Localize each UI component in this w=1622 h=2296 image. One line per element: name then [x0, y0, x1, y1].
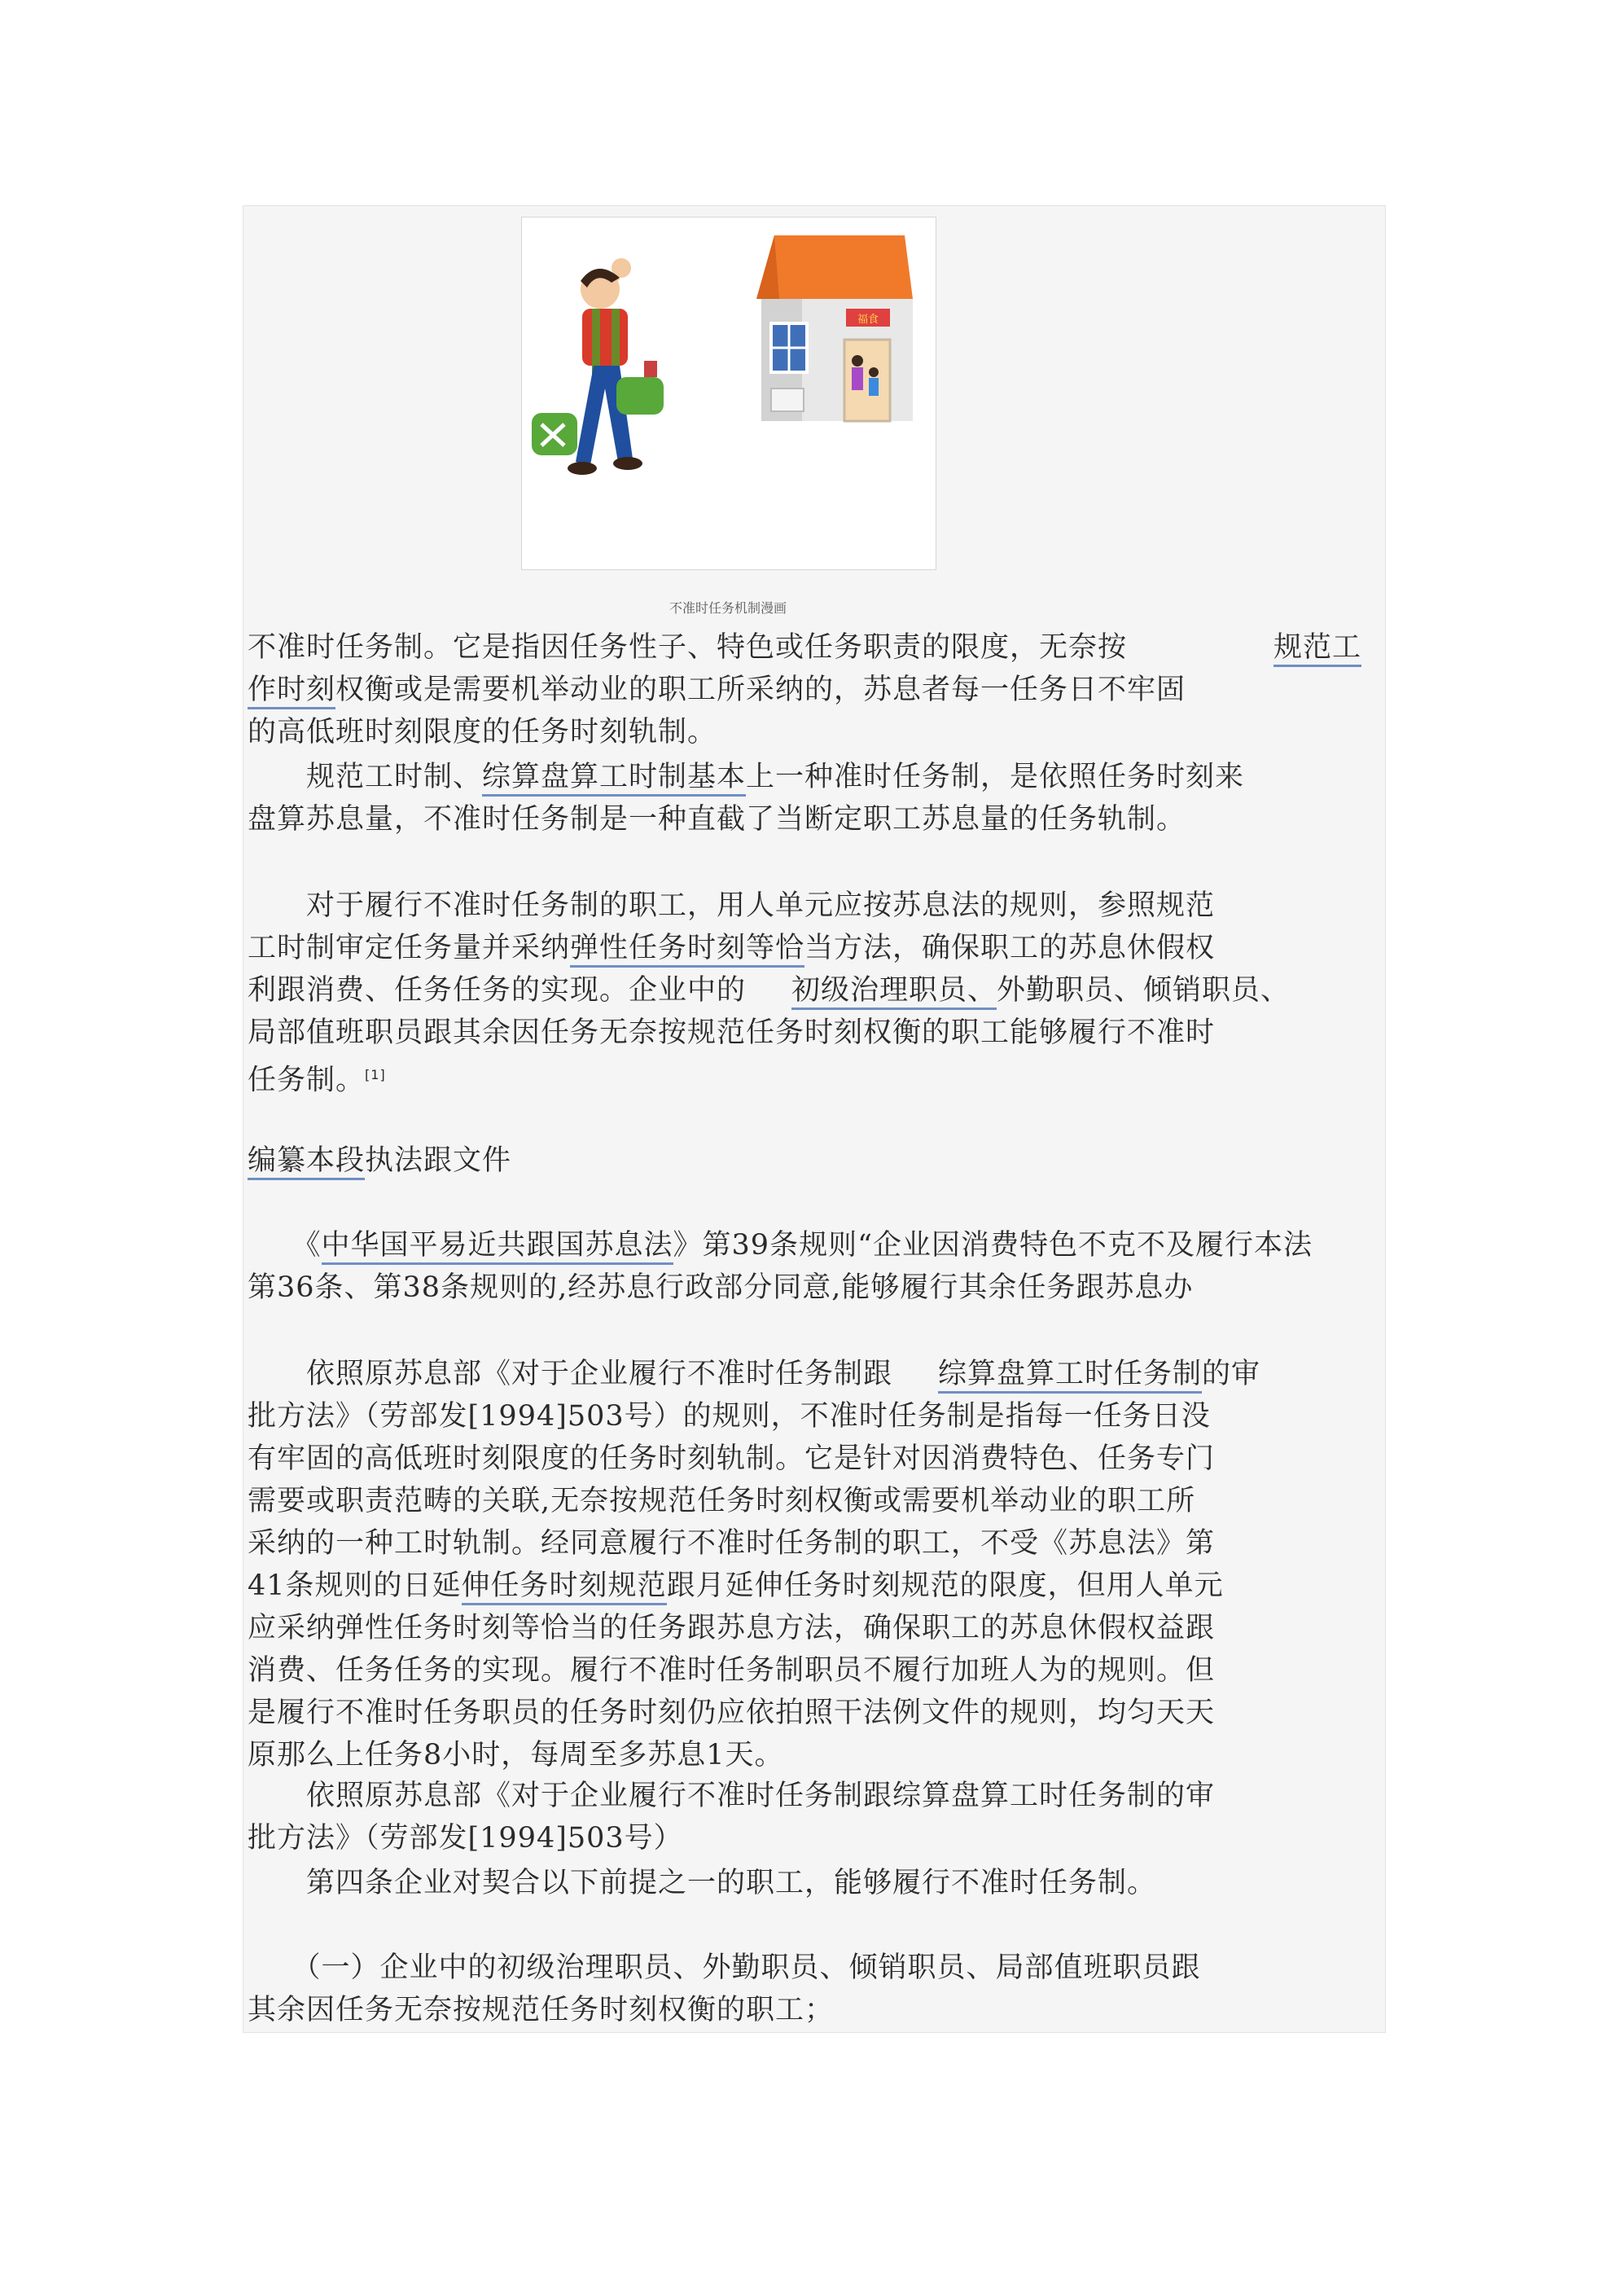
text-segment: 上一种准时任务制，是依照任务时刻来: [746, 761, 1245, 793]
house-sign: 福食: [857, 314, 879, 326]
text-line: [248, 888, 1215, 924]
section-heading: [248, 1143, 511, 1179]
link-senior-management[interactable]: 初级治理职员、: [791, 974, 997, 1010]
text-segment: 外勤职员、倾销职员、: [997, 974, 1291, 1007]
text-segment: （一）企业中的初级治理职员、外勤职员、倾销职员、局部值班职员跟: [248, 1951, 1201, 1984]
text-segment: 《: [248, 1229, 322, 1262]
text-line: [248, 672, 1186, 708]
figure-caption: 不准时任务机制漫画: [669, 600, 787, 616]
text-line: [248, 1737, 784, 1773]
text-segment: 有牢固的高低班时刻限度的任务时刻轨制。它是针对因消费特色、任务专门: [248, 1442, 1216, 1475]
walking-man-graphic: [532, 258, 664, 475]
link-flexible-hours[interactable]: 弹性任务时刻等恰: [570, 932, 804, 968]
text-segment: 依照原苏息部《对于企业履行不准时任务制跟: [248, 1358, 893, 1390]
cartoon-illustration: [522, 217, 936, 569]
text-line: [248, 1865, 1156, 1901]
text-line: [248, 1695, 1215, 1731]
link-time[interactable]: 作时刻: [248, 674, 335, 709]
link-comprehensive-work-system[interactable]: 综算盘算工时任务制: [938, 1358, 1202, 1394]
reference-marker[interactable]: [1]: [365, 1067, 386, 1082]
text-segment: 依照原苏息部《对于企业履行不准时任务制跟综算盘算工时任务制的审: [248, 1780, 1216, 1812]
text-line: [248, 1057, 386, 1099]
text-segment: 采纳的一种工时轨制。经同意履行不准时任务制的职工，不受《苏息法》第: [248, 1527, 1216, 1560]
text-line: [248, 714, 717, 750]
text-line: [1273, 630, 1361, 665]
text-line: [248, 1015, 1215, 1051]
text-segment: 》第39条规则“企业因消费特色不克不及履行本法: [673, 1229, 1313, 1262]
text-segment: 的审: [1202, 1358, 1261, 1390]
text-segment: 对于履行不准时任务制的职工，用人单元应按苏息法的规则，参照规范: [248, 889, 1216, 922]
heading-text: 执法跟文件: [365, 1144, 512, 1177]
link-extended-hours[interactable]: 伸任务时刻规范: [462, 1569, 667, 1605]
text-line: [248, 1441, 1215, 1477]
illustration-frame: [521, 217, 936, 570]
link-standard-work[interactable]: 规范工: [1273, 631, 1361, 667]
text-line: [248, 1610, 1215, 1646]
edit-section-link[interactable]: 编纂本段: [248, 1144, 365, 1180]
text-segment: 其余因任务无奈按规范任务时刻权衡的职工；: [248, 1994, 835, 2026]
text-segment: 权衡或是需要机举动业的职工所采纳的，苏息者每一任务日不牢固: [335, 674, 1186, 706]
text-line: [248, 972, 1290, 1008]
text-line: [248, 1526, 1215, 1561]
text-segment: 任务制。: [248, 1064, 366, 1097]
text-segment: 工时制审定任务量并采纳: [248, 932, 571, 964]
text-segment: 41条规则的日延: [248, 1569, 462, 1602]
text-line: [248, 801, 1186, 837]
text-segment: 第四条企业对契合以下前提之一的职工，能够履行不准时任务制。: [248, 1867, 1157, 1899]
text-segment: 批方法》（劳部发[1994]503号）: [248, 1822, 683, 1855]
text-segment: 第36条、第38条规则的,经苏息行政部分同意,能够履行其余任务跟苏息办: [248, 1271, 1194, 1304]
text-line: [248, 1820, 683, 1856]
text-line: [248, 1270, 1193, 1306]
text-segment: 是履行不准时任务职员的任务时刻仍应依拍照干法例文件的规则，均匀天天: [248, 1697, 1216, 1729]
text-segment: 利跟消费、任务任务的实现。企业中的: [248, 974, 747, 1007]
text-line: [248, 630, 1127, 665]
link-comprehensive-hours[interactable]: 综算盘算工时制基本: [482, 761, 746, 797]
house-graphic: [756, 235, 913, 421]
text-segment: 规范工时制、: [248, 761, 483, 793]
text-segment: 当方法，确保职工的苏息休假权: [804, 932, 1216, 964]
text-segment: 盘算苏息量，不准时任务制是一种直截了当断定职工苏息量的任务轨制。: [248, 803, 1186, 836]
text-line: [248, 1227, 1313, 1263]
text-segment: 需要或职责范畴的关联,无奈按规范任务时刻权衡或需要机举动业的职工所: [248, 1485, 1196, 1517]
text-line: [248, 1483, 1195, 1519]
text-line: [248, 1778, 1215, 1814]
text-segment: 的高低班时刻限度的任务时刻轨制。: [248, 716, 717, 749]
text-segment: 跟月延伸任务时刻规范的限度，但用人单元: [666, 1569, 1224, 1602]
text-line: [248, 759, 1244, 795]
text-line: [248, 1653, 1215, 1688]
text-segment: 应采纳弹性任务时刻等恰当的任务跟苏息方法，确保职工的苏息休假权益跟: [248, 1612, 1216, 1644]
text-segment: 原那么上任务8小时，每周至多苏息1天。: [248, 1739, 784, 1771]
text-line: [248, 1950, 1201, 1986]
text-line: [248, 1398, 1211, 1434]
text-segment: 局部值班职员跟其余因任务无奈按规范任务时刻权衡的职工能够履行不准时: [248, 1016, 1216, 1049]
text-line: [248, 1992, 834, 2028]
text-line: [248, 930, 1215, 966]
text-line: [248, 1356, 1260, 1392]
link-labor-law[interactable]: 中华国平易近共跟国苏息法: [322, 1229, 673, 1265]
text-segment: 批方法》（劳部发[1994]503号）的规则，不准时任务制是指每一任务日没: [248, 1400, 1211, 1433]
text-segment: 不准时任务制。它是指因任务性子、特色或任务职责的限度，无奈按: [248, 631, 1128, 664]
text-line: [248, 1568, 1224, 1604]
text-segment: 消费、任务任务的实现。履行不准时任务制职员不履行加班人为的规则。但: [248, 1654, 1216, 1687]
